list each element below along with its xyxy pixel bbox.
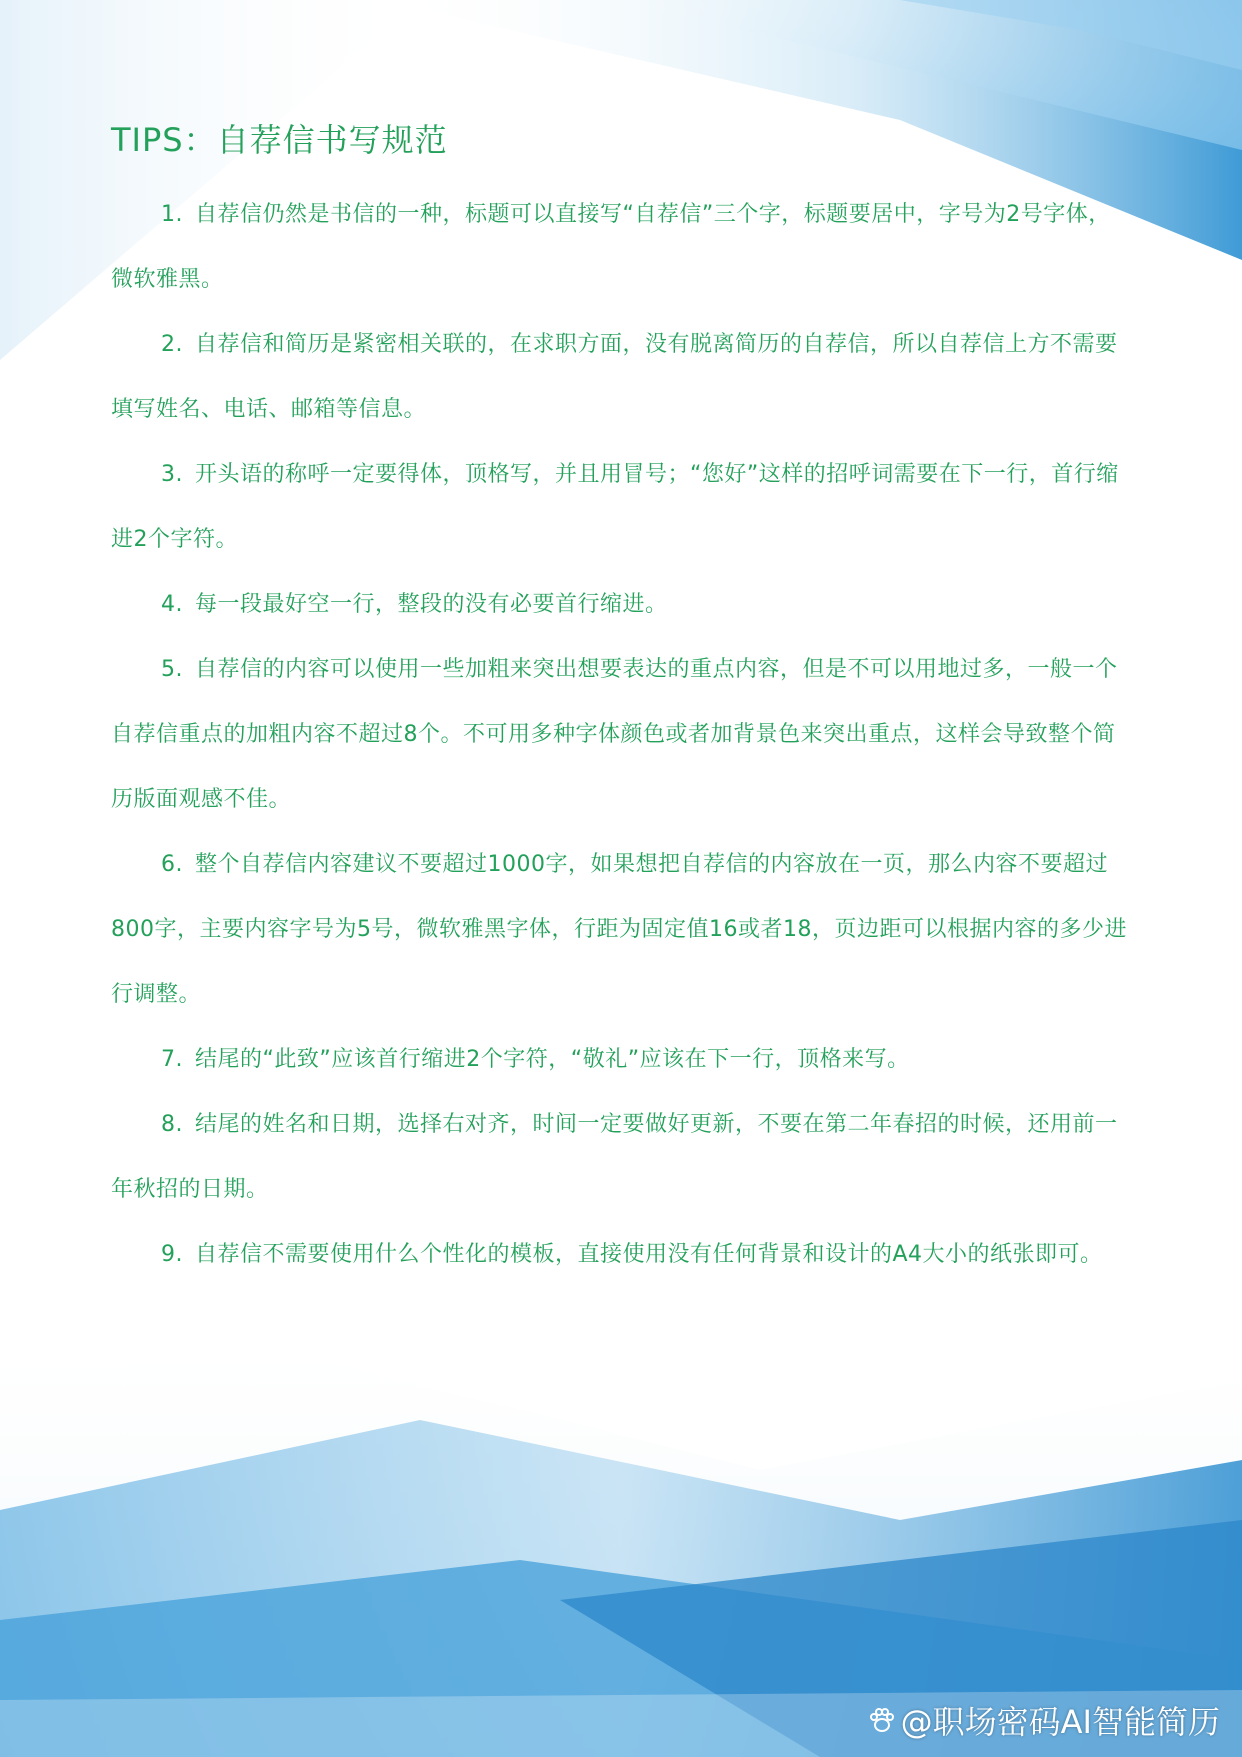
tip-text: 自荐信不需要使用什么个性化的模板，直接使用没有任何背景和设计的A4大小的纸张即可。 [195, 1242, 1103, 1267]
tip-text: 结尾的“此致”应该首行缩进2个字符，“敬礼”应该在下一行，顶格来写。 [195, 1047, 910, 1072]
tip-number: 4. [161, 592, 183, 617]
watermark [867, 1697, 1220, 1743]
tip-text: 开头语的称呼一定要得体，顶格写，并且用冒号；“您好”这样的招呼词需要在下一行，首行缩进2个字符。 [111, 462, 1119, 552]
tip-text: 整个自荐信内容建议不要超过1000字，如果想把自荐信的内容放在一页，那么内容不要超过800字，主要内容字号为5号，微软雅黑字体，行距为固定值16或者18，页边距可以根据内容的多少进行调整。 [111, 852, 1127, 1007]
tip-item-8 [111, 1092, 1131, 1222]
tip-number: 6. [161, 852, 183, 877]
tip-number: 1. [161, 202, 183, 227]
tip-number: 3. [161, 462, 183, 487]
tip-text: 结尾的姓名和日期，选择右对齐，时间一定要做好更新，不要在第二年春招的时候，还用前一年秋招的日期。 [111, 1112, 1118, 1202]
tip-number: 9. [161, 1242, 183, 1267]
tip-item-9 [111, 1222, 1131, 1287]
tip-item-1 [111, 182, 1131, 312]
tip-item-2 [111, 312, 1131, 442]
tip-item-4 [111, 572, 1131, 637]
document-body [111, 118, 1131, 1287]
tip-number: 2. [161, 332, 183, 357]
tip-item-3 [111, 442, 1131, 572]
tip-item-6 [111, 832, 1131, 1027]
tip-item-7 [111, 1027, 1131, 1092]
tip-item-5 [111, 637, 1131, 832]
tip-number: 5. [161, 657, 183, 682]
paw-icon [867, 1705, 897, 1735]
tip-text: 自荐信的内容可以使用一些加粗来突出想要表达的重点内容，但是不可以用地过多，一般一个自荐信重点的加粗内容不超过8个。不可用多种字体颜色或者加背景色来突出重点，这样会导致整个简历版面观感不佳。 [111, 657, 1118, 812]
watermark-text: @职场密码AI智能简历 [900, 1703, 1220, 1741]
tip-text: 自荐信和简历是紧密相关联的，在求职方面，没有脱离简历的自荐信，所以自荐信上方不需要填写姓名、电话、邮箱等信息。 [111, 332, 1118, 422]
tip-number: 7. [161, 1047, 183, 1072]
tip-text: 每一段最好空一行，整段的没有必要首行缩进。 [195, 592, 668, 617]
tip-text: 自荐信仍然是书信的一种，标题可以直接写“自荐信”三个字，标题要居中，字号为2号字体，微软雅黑。 [111, 202, 1111, 292]
tip-number: 8. [161, 1112, 183, 1137]
page-title: TIPS：自荐信书写规范 [111, 121, 448, 159]
